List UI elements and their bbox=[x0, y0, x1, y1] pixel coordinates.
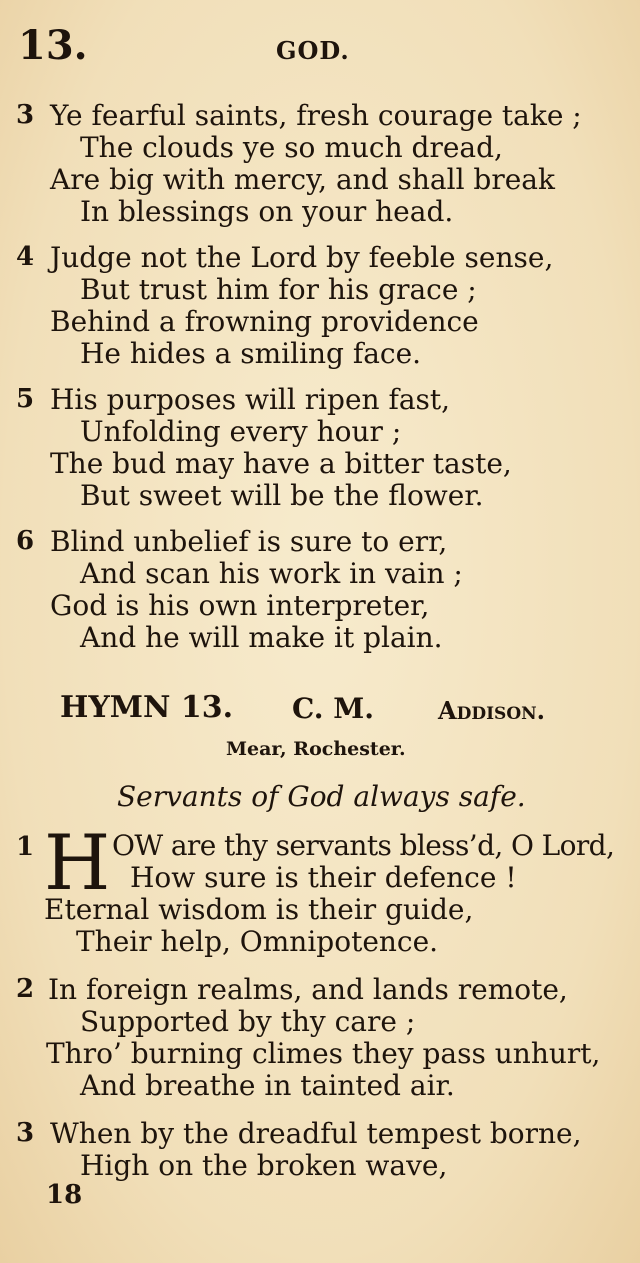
running-title: GOD. bbox=[276, 36, 350, 65]
stanza-line: Supported by thy care ; bbox=[80, 1005, 416, 1038]
stanza-line: His purposes will ripen fast, bbox=[50, 383, 451, 416]
stanza-line: Eternal wisdom is their guide, bbox=[44, 893, 474, 926]
stanza-line: When by the dreadful tempest borne, bbox=[50, 1117, 582, 1150]
stanza-number: 2 bbox=[16, 974, 35, 1004]
drop-cap: H bbox=[44, 818, 111, 907]
stanza-number: 1 bbox=[16, 832, 35, 862]
hymn-title: HYMN 13. bbox=[60, 690, 234, 725]
signature-mark: 18 bbox=[46, 1180, 83, 1210]
stanza-line: OW are thy servants bless’d, O Lord, bbox=[112, 829, 615, 862]
hymn-meter: C. M. bbox=[292, 692, 375, 725]
stanza-line: The bud may have a bitter taste, bbox=[50, 447, 512, 480]
stanza-line: But sweet will be the flower. bbox=[80, 479, 484, 512]
page-number: 13. bbox=[18, 22, 88, 69]
stanza-number: 5 bbox=[16, 384, 35, 414]
stanza-line: Unfolding every hour ; bbox=[80, 415, 402, 448]
stanza-number: 4 bbox=[16, 242, 35, 272]
stanza-line: And breathe in tainted air. bbox=[80, 1069, 455, 1102]
stanza-line: Thro’ burning climes they pass unhurt, bbox=[46, 1037, 601, 1070]
stanza-line: In blessings on your head. bbox=[80, 195, 454, 228]
tune-names: Mear, Rochester. bbox=[226, 738, 406, 760]
stanza-line: God is his own interpreter, bbox=[50, 589, 430, 622]
stanza-number: 3 bbox=[16, 100, 35, 130]
stanza-line: Their help, Omnipotence. bbox=[76, 925, 439, 958]
stanza-number: 3 bbox=[16, 1118, 35, 1148]
stanza-line: Blind unbelief is sure to err, bbox=[50, 525, 448, 558]
stanza-line: And scan his work in vain ; bbox=[80, 557, 463, 590]
stanza-line: Behind a frowning providence bbox=[50, 305, 479, 338]
stanza-line: Judge not the Lord by feeble sense, bbox=[50, 241, 554, 274]
stanza-line: And he will make it plain. bbox=[80, 621, 443, 654]
stanza-line: In foreign realms, and lands remote, bbox=[48, 973, 568, 1006]
stanza-number: 6 bbox=[16, 526, 35, 556]
stanza-line: High on the broken wave, bbox=[80, 1149, 448, 1182]
stanza-line: The clouds ye so much dread, bbox=[80, 131, 503, 164]
hymn-subtitle: Servants of God always safe. bbox=[117, 780, 526, 813]
stanza-line: How sure is their defence ! bbox=[130, 861, 517, 894]
stanza-line: But trust him for his grace ; bbox=[80, 273, 477, 306]
hymn-author: Addison. bbox=[438, 696, 546, 725]
stanza-line: Are big with mercy, and shall break bbox=[50, 163, 555, 196]
stanza-line: Ye fearful saints, fresh courage take ; bbox=[50, 99, 582, 132]
stanza-line: He hides a smiling face. bbox=[80, 337, 422, 370]
